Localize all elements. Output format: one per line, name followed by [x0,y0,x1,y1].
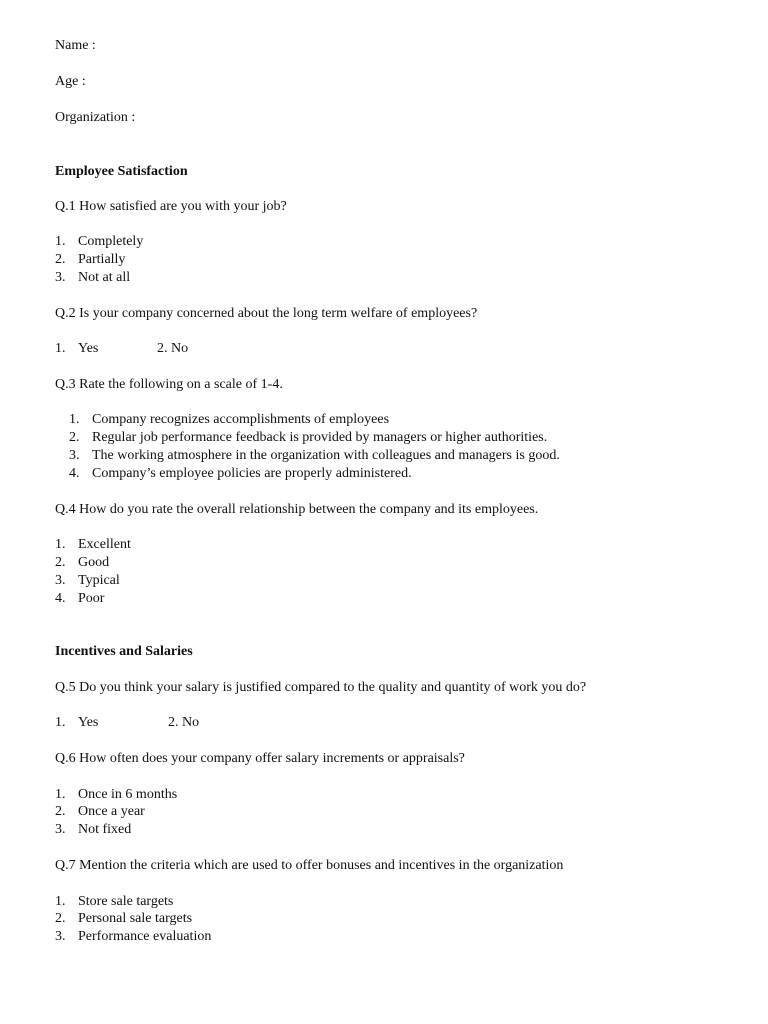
list-item: 2. No [157,341,189,356]
survey-page [55,0,755,1024]
list-item: 2. No [168,715,200,730]
organization-field-label: Organization : [55,110,136,125]
section-heading-incentives: Incentives and Salaries [55,644,193,659]
list-item: 1. Store sale targets [55,894,174,909]
question-6: Q.6 How often does your company offer salary increments or appraisals? [55,751,465,766]
list-item: 3. Not fixed [55,822,132,837]
section-heading-satisfaction: Employee Satisfaction [55,164,188,179]
list-item: 2. Partially [55,252,126,267]
list-item: 1. Completely [55,234,144,249]
name-field-label: Name : [55,38,96,53]
list-item: 2. Once a year [55,804,145,819]
list-item: 2. Regular job performance feedback is provided by managers or higher authorities. [69,430,548,445]
list-item: 1. Once in 6 months [55,787,178,802]
age-field-label: Age : [55,74,86,89]
list-item: 4. Poor [55,591,105,606]
question-4: Q.4 How do you rate the overall relationship between the company and its employees. [55,502,539,517]
list-item: 3. Performance evaluation [55,929,212,944]
question-3: Q.3 Rate the following on a scale of 1-4. [55,377,283,392]
list-item: 4. Company’s employee policies are properly administered. [69,466,412,481]
list-item: 3. The working atmosphere in the organization with colleagues and managers is good. [69,448,560,463]
list-item: 1. Company recognizes accomplishments of employees [69,412,390,427]
list-item: 3. Typical [55,573,120,588]
list-item: 2. Personal sale targets [55,911,193,926]
question-7: Q.7 Mention the criteria which are used to offer bonuses and incentives in the organization [55,858,564,873]
question-5: Q.5 Do you think your salary is justified compared to the quality and quantity of work you do? [55,680,587,695]
list-item: 3. Not at all [55,270,131,285]
question-2: Q.2 Is your company concerned about the long term welfare of employees? [55,306,478,321]
list-item: 1. Yes [55,341,99,356]
list-item: 1. Yes [55,715,99,730]
question-1: Q.1 How satisfied are you with your job? [55,199,287,214]
list-item: 2. Good [55,555,110,570]
list-item: 1. Excellent [55,537,131,552]
